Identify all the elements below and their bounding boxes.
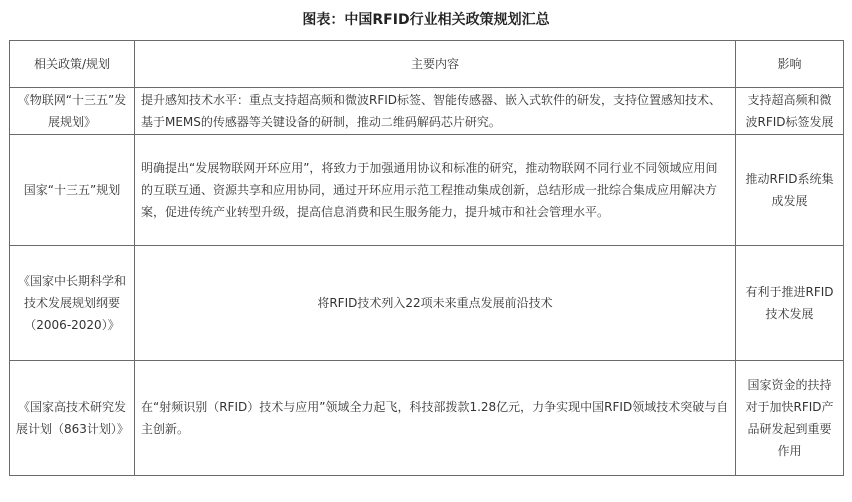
policy-cell: 国家“十三五”规划: [10, 135, 135, 246]
policy-cell: 《国家高技术研究发展计划（863计划）》: [10, 361, 135, 476]
table-row: [10, 88, 844, 135]
content-cell: 在“射频识别（RFID）技术与应用”领域全力起飞，科技部拨款1.28亿元，力争实现中国RFID领域技术突破与自主创新。: [135, 361, 736, 476]
impact-cell: 有利于推进RFID技术发展: [736, 246, 844, 361]
content-cell: 将RFID技术列入22项未来重点发展前沿技术: [135, 246, 736, 361]
header-policy: 相关政策/规划: [10, 41, 135, 88]
impact-cell: 推动RFID系统集成发展: [736, 135, 844, 246]
policy-cell: 《国家中长期科学和技术发展规划纲要（2006-2020）》: [10, 246, 135, 361]
table-row: [10, 246, 844, 361]
table-row: [10, 361, 844, 476]
impact-cell: 国家资金的扶持对于加快RFID产品研发起到重要作用: [736, 361, 844, 476]
header-content: 主要内容: [135, 41, 736, 88]
impact-cell: 支持超高频和微波RFID标签发展: [736, 88, 844, 135]
header-impact: 影响: [736, 41, 844, 88]
content-cell: 明确提出“发展物联网开环应用”，将致力于加强通用协议和标准的研究，推动物联网不同行业不同领域应用间的互联互通、资源共享和应用协同，通过开环应用示范工程推动集成创新，总结形成一批综合集成应用解决方案，促进传统产业转型升级，提高信息消费和民生服务能力，提升城市和社会管理水平。: [135, 135, 736, 246]
policy-cell: 《物联网“十三五”发展规划》: [10, 88, 135, 135]
policy-table: [9, 40, 844, 476]
header-row: [10, 41, 844, 88]
table-title: 图表：中国RFID行业相关政策规划汇总: [302, 12, 550, 28]
table-row: [10, 135, 844, 246]
content-cell: 提升感知技术水平：重点支持超高频和微波RFID标签、智能传感器、嵌入式软件的研发，支持位置感知技术、基于MEMS的传感器等关键设备的研制，推动二维码解码芯片研究。: [135, 88, 736, 135]
